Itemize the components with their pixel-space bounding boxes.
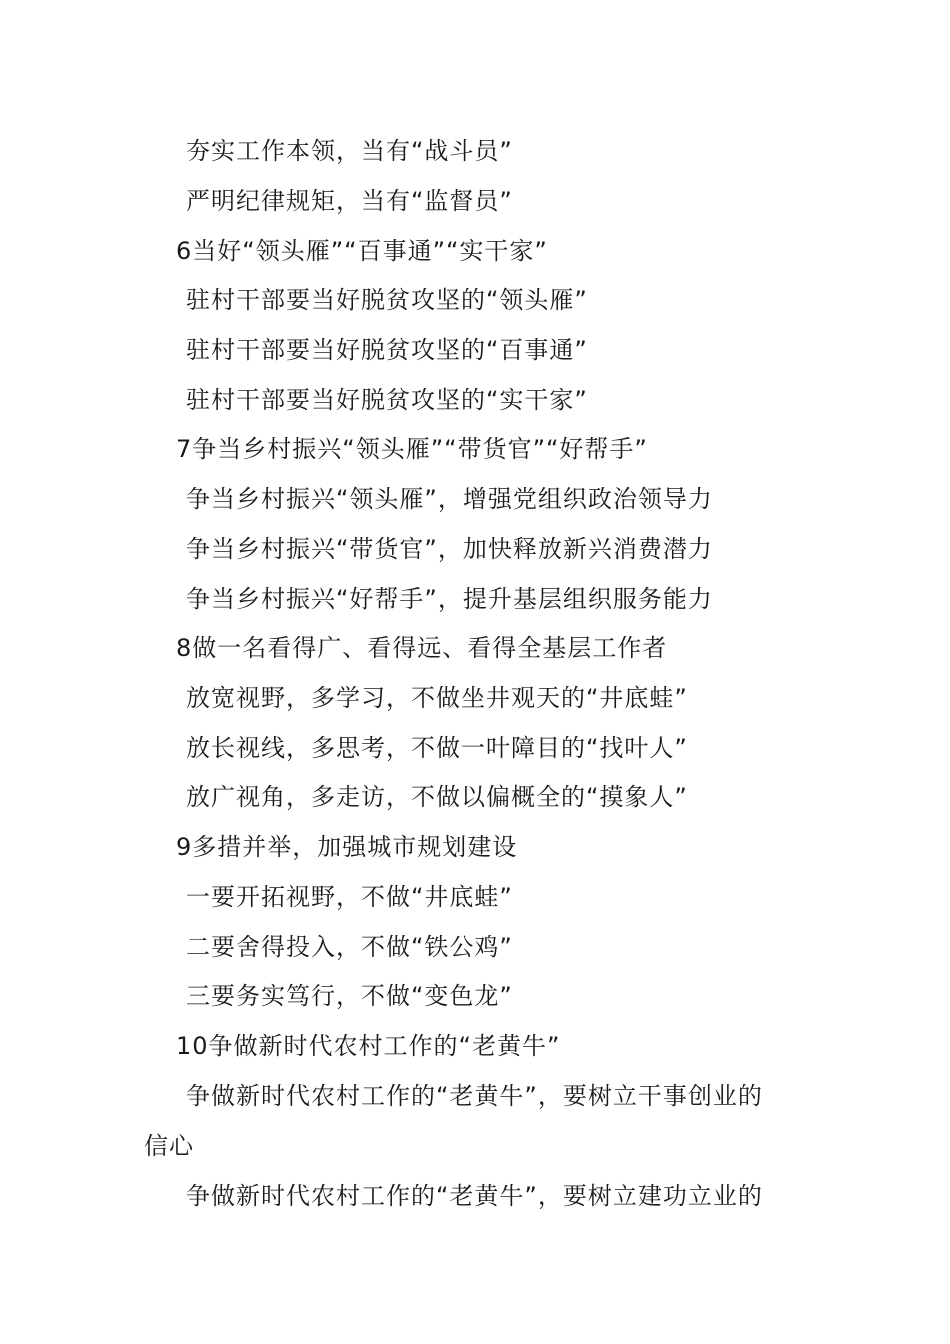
section-heading: 9多措并举，加强城市规划建设 xyxy=(176,833,518,861)
text-line: 驻村干部要当好脱贫攻坚的“领头雁” xyxy=(186,286,588,314)
text-line: 放长视线，多思考，不做一叶障目的“找叶人” xyxy=(186,734,688,762)
section-heading: 6当好“领头雁”“百事通”“实干家” xyxy=(176,237,548,265)
text-line: 驻村干部要当好脱贫攻坚的“百事通” xyxy=(186,336,588,364)
section-heading: 10争做新时代农村工作的“老黄牛” xyxy=(176,1032,561,1060)
text-line: 放广视角，多走访，不做以偏概全的“摸象人” xyxy=(186,783,688,811)
text-line: 争当乡村振兴“领头雁”，增强党组织政治领导力 xyxy=(186,485,713,513)
text-line: 争当乡村振兴“好帮手”，提升基层组织服务能力 xyxy=(186,585,713,613)
text-line-continuation: 信心 xyxy=(144,1132,194,1160)
section-heading: 7争当乡村振兴“领头雁”“带货官”“好帮手” xyxy=(176,435,648,463)
text-line: 争做新时代农村工作的“老黄牛”，要树立干事创业的 xyxy=(186,1082,763,1110)
text-line: 二要舍得投入，不做“铁公鸡” xyxy=(186,933,513,961)
text-line: 放宽视野，多学习，不做坐井观天的“井底蛙” xyxy=(186,684,688,712)
text-line: 三要务实笃行，不做“变色龙” xyxy=(186,982,513,1010)
text-line: 驻村干部要当好脱贫攻坚的“实干家” xyxy=(186,386,588,414)
section-heading: 8做一名看得广、看得远、看得全基层工作者 xyxy=(176,634,668,662)
text-line: 一要开拓视野，不做“井底蛙” xyxy=(186,883,513,911)
text-line: 严明纪律规矩，当有“监督员” xyxy=(186,187,513,215)
text-line: 争做新时代农村工作的“老黄牛”，要树立建功立业的 xyxy=(186,1182,763,1210)
text-line: 争当乡村振兴“带货官”，加快释放新兴消费潜力 xyxy=(186,535,713,563)
text-line: 夯实工作本领，当有“战斗员” xyxy=(186,137,513,165)
